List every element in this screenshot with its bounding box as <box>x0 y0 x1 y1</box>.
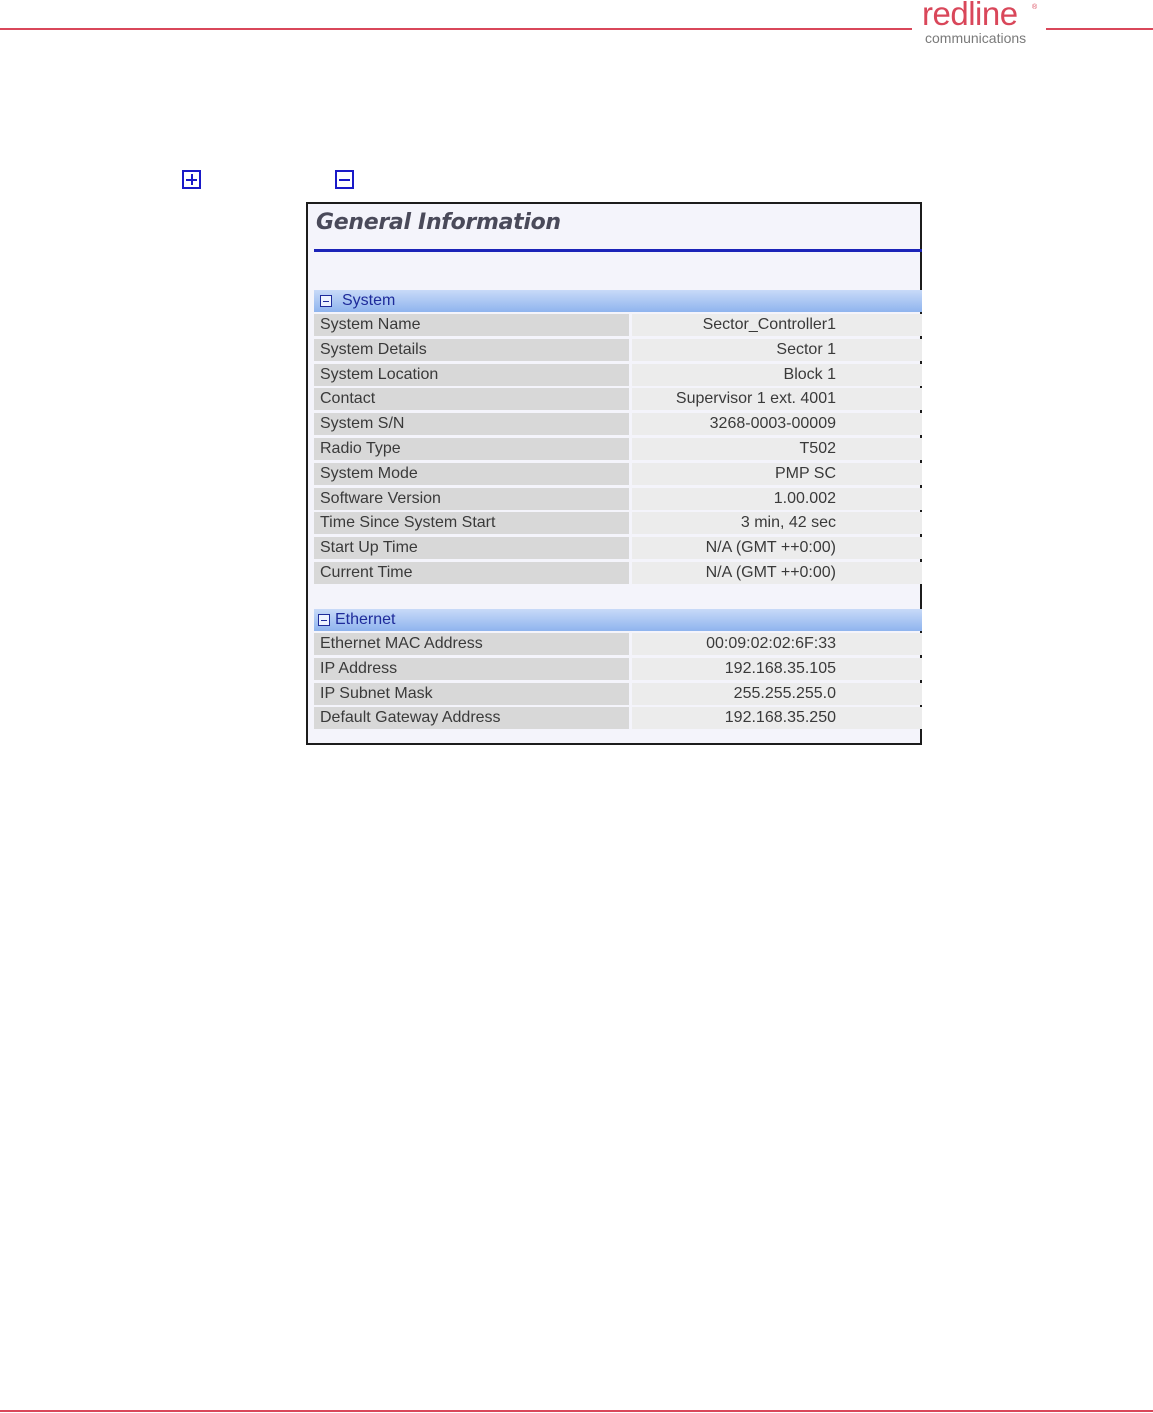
row-value: Sector 1 <box>632 339 922 361</box>
row-key: System S/N <box>314 413 629 435</box>
row-value: 3 min, 42 sec <box>632 512 922 534</box>
collapse-icon[interactable] <box>318 614 330 626</box>
ethernet-table <box>314 632 922 731</box>
row-value: N/A (GMT ++0:00) <box>632 562 922 584</box>
section-header-system[interactable] <box>314 290 922 312</box>
panel-title: General Information <box>316 210 561 235</box>
logo-tagline: communications <box>925 30 1027 46</box>
table-row <box>314 487 922 512</box>
expand-icon <box>182 170 201 189</box>
table-row <box>314 511 922 536</box>
table-row <box>314 313 922 338</box>
row-value: N/A (GMT ++0:00) <box>632 537 922 559</box>
table-row <box>314 632 922 657</box>
table-row <box>314 462 922 487</box>
row-key: IP Address <box>314 658 629 680</box>
row-key: Contact <box>314 388 629 410</box>
row-value: 192.168.35.105 <box>632 658 922 680</box>
header-rule-right <box>1046 28 1153 30</box>
row-value: T502 <box>632 438 922 460</box>
table-row <box>314 561 922 586</box>
row-key: System Location <box>314 364 629 386</box>
redline-logo <box>922 0 1044 48</box>
table-row <box>314 363 922 388</box>
table-row <box>314 338 922 363</box>
table-row <box>314 412 922 437</box>
row-key: IP Subnet Mask <box>314 683 629 705</box>
row-key: System Mode <box>314 463 629 485</box>
row-key: Start Up Time <box>314 537 629 559</box>
row-key: System Details <box>314 339 629 361</box>
collapse-icon[interactable] <box>320 295 332 307</box>
row-value: 255.255.255.0 <box>632 683 922 705</box>
row-key: System Name <box>314 314 629 336</box>
table-row <box>314 437 922 462</box>
row-value: Block 1 <box>632 364 922 386</box>
header-rule-left <box>0 28 912 30</box>
collapse-icon <box>335 170 354 189</box>
table-row <box>314 682 922 707</box>
system-table <box>314 313 922 586</box>
row-value: Sector_Controller1 <box>632 314 922 336</box>
row-key: Software Version <box>314 488 629 510</box>
row-value: Supervisor 1 ext. 4001 <box>632 388 922 410</box>
general-information-panel <box>306 202 922 745</box>
row-key: Default Gateway Address <box>314 707 629 729</box>
row-value: 3268-0003-00009 <box>632 413 922 435</box>
row-key: Time Since System Start <box>314 512 629 534</box>
row-key: Current Time <box>314 562 629 584</box>
row-key: Ethernet MAC Address <box>314 633 629 655</box>
section-header-ethernet[interactable] <box>314 609 922 631</box>
table-row <box>314 387 922 412</box>
logo-wordmark: redline <box>922 0 1018 32</box>
section-label: System <box>342 292 396 309</box>
row-key: Radio Type <box>314 438 629 460</box>
row-value: 1.00.002 <box>632 488 922 510</box>
title-divider <box>314 249 922 252</box>
row-value: 192.168.35.250 <box>632 707 922 729</box>
section-label: Ethernet <box>335 611 396 628</box>
footer-rule <box>0 1410 1153 1412</box>
row-value: PMP SC <box>632 463 922 485</box>
table-row <box>314 536 922 561</box>
table-row <box>314 657 922 682</box>
table-row <box>314 706 922 731</box>
logo-registered-mark: ® <box>1032 4 1038 11</box>
row-value: 00:09:02:02:6F:33 <box>632 633 922 655</box>
